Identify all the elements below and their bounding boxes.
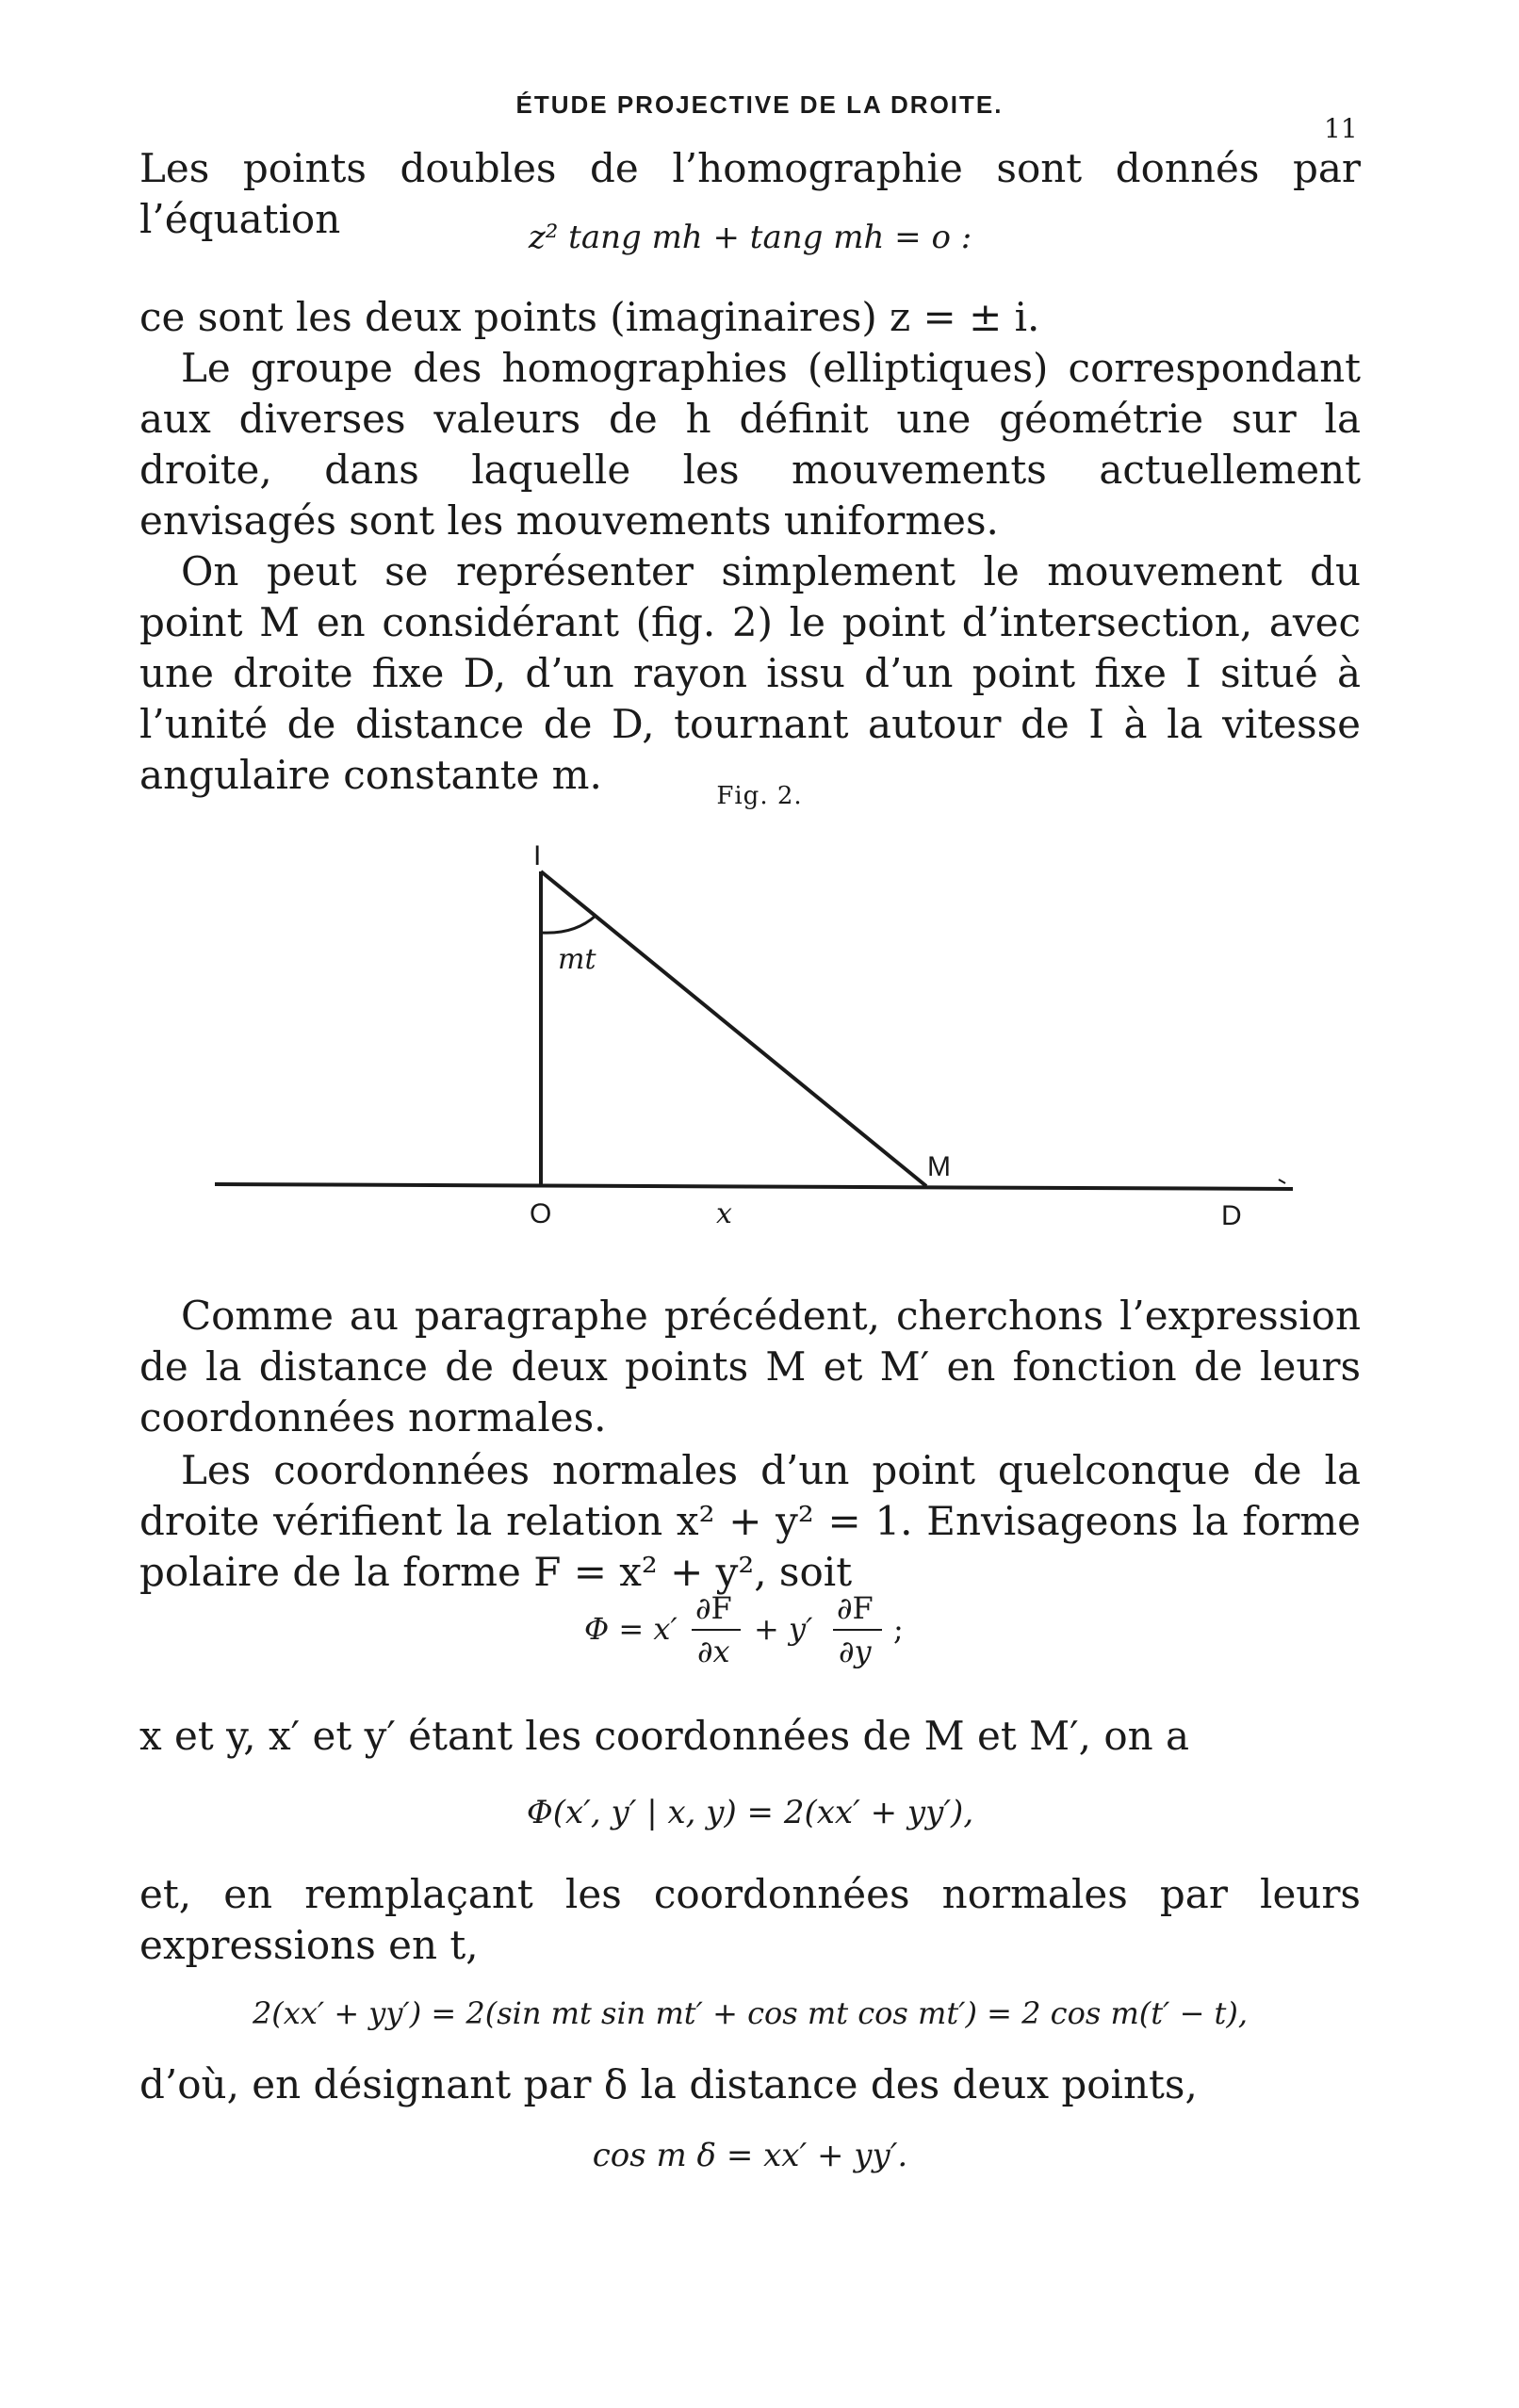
paragraph-coordinates-m: x et y, x′ et y′ étant les coordonnées de M et M′, on a	[139, 1713, 1190, 1759]
label-i: I	[533, 840, 542, 871]
paragraph-distance-two-points: Comme au paragraphe précédent, cherchons l’expression de la distance de deux points M et M′ en fonction de leurs coordonnées normales.	[139, 1293, 1361, 1440]
line-d	[215, 1184, 1293, 1189]
phi-den-1: ∂x	[697, 1634, 730, 1669]
phi-end: ;	[893, 1611, 904, 1647]
label-o: O	[530, 1198, 552, 1229]
label-d: D	[1221, 1200, 1242, 1231]
page-number: 11	[1324, 113, 1358, 144]
equation-double-points: z² tang mh + tang mh = o :	[528, 219, 972, 256]
equation-phi-bilinear: Φ(x′, y′ | x, y) = 2(xx′ + yy′),	[526, 1794, 974, 1831]
angle-arc	[541, 916, 596, 933]
paragraph-distance-delta: d’où, en désignant par δ la distance des deux points,	[139, 2061, 1198, 2107]
phi-num-1: ∂F	[695, 1590, 732, 1626]
running-title: ÉTUDE PROJECTIVE DE LA DROITE.	[515, 90, 1004, 119]
label-x: x	[716, 1197, 732, 1230]
equation-cos-delta: cos m δ = xx′ + yy′.	[592, 2137, 908, 2174]
figure-caption: Fig. 2.	[716, 782, 803, 810]
phi-mid: + y′	[754, 1611, 813, 1647]
paragraph-group-homographies: Le groupe des homographies (elliptiques) correspondant aux diverses valeurs de h définit une géométrie sur la droite, dans laquelle les mouvements actuellement envisagés sont les mouvements uniformes.	[139, 345, 1361, 544]
phi-lhs: Φ = x′	[584, 1611, 678, 1647]
paragraph-normal-coordinates: Les coordonnées normales d’un point quelconque de la droite vérifient la relation x² + y² = 1. Envisageons la forme polaire de la forme F = x² + y², soit	[139, 1447, 1361, 1595]
equation-phi	[584, 1583, 980, 1677]
line-d-end-tick	[1279, 1180, 1285, 1183]
label-angle-mt: mt	[558, 943, 596, 976]
paragraph-double-points: Les points doubles de l’homographie sont donnés par l’équation	[139, 145, 1361, 242]
phi-den-2: ∂y	[839, 1634, 872, 1669]
paragraph-replacing-coordinates: et, en remplaçant les coordonnées normales par leurs expressions en t,	[139, 1871, 1361, 1968]
equation-cos-expansion: 2(xx′ + yy′) = 2(sin mt sin mt′ + cos mt cos mt′) = 2 cos m(t′ − t),	[252, 1995, 1249, 2031]
ray-im	[541, 871, 926, 1186]
paragraph-motion-point-m: On peut se représenter simplement le mouvement du point M en considérant (fig. 2) le point d’intersection, avec une droite fixe D, d’un rayon issu d’un point fixe I situé à l’unité de distance de D, tournant autour de I à la vitesse angulaire constante m.	[139, 548, 1361, 798]
label-m: M	[927, 1151, 951, 1182]
phi-num-2: ∂F	[837, 1590, 874, 1626]
paragraph-imaginary-points: ce sont les deux points (imaginaires) z = ± i.	[139, 294, 1040, 340]
